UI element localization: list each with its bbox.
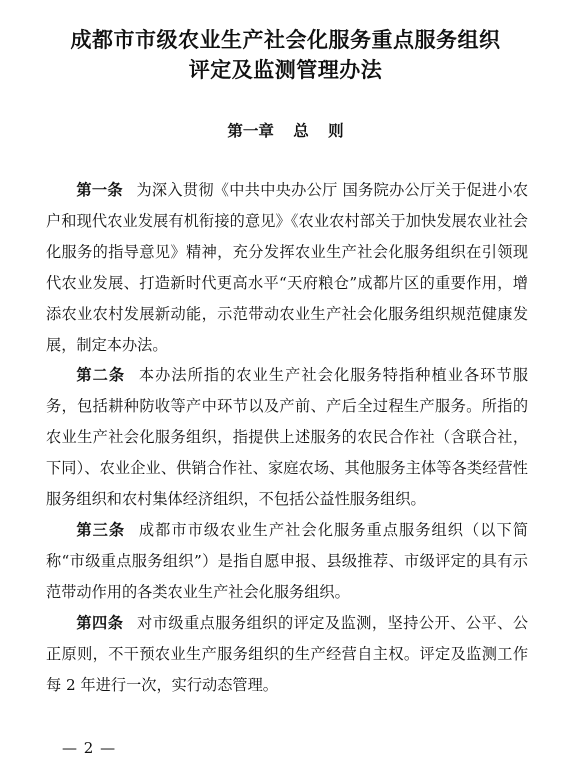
- article-text: 本办法所指的农业生产社会化服务特指种植业各环节服务，包括耕种防收等产中环节以及产前、产后全过程生产服务。所指的农业生产社会化服务组织，指提供上述服务的农民合作社（含联合社，下同）、农业企业、供销合作社、家庭农场、其他服务主体等各类经营性服务组织和农村集体经济组织，不包括公益性服务组织。: [46, 366, 529, 509]
- article-3: [46, 515, 528, 608]
- article-text: 为深入贯彻《中共中央办公厅 国务院办公厅关于促进小农户和现代农业发展有机衔接的意见》《农业农村部关于加快发展农业社会化服务的指导意见》精神，充分发挥农业生产社会化服务组织在引领现代农业发展、打造新时代更高水平“天府粮仓”成都片区的重要作用，增添农业农村发展新动能，示范带动农业生产社会化服务组织规范健康发展，制定本办法。: [46, 181, 529, 354]
- article-4: [46, 608, 528, 701]
- article-2: [46, 360, 528, 515]
- article-label: 第三条: [76, 520, 126, 539]
- article-text: 成都市市级农业生产社会化服务重点服务组织（以下简称“市级重点服务组织”）是指自愿申报、县级推荐、市级评定的具有示范带动作用的各类农业生产社会化服务组织。: [46, 520, 529, 601]
- chapter-heading: 第一章 总 则: [227, 122, 344, 140]
- article-label: 第二条: [76, 366, 126, 385]
- page-number: — 2 —: [62, 739, 117, 757]
- article-1: [46, 175, 528, 360]
- document-body: [46, 175, 528, 700]
- document-title-line-1: 成都市市级农业生产社会化服务重点服务组织: [70, 28, 501, 52]
- article-label: 第一条: [76, 181, 123, 199]
- article-label: 第四条: [76, 613, 124, 632]
- article-text: 对市级重点服务组织的评定及监测，坚持公开、公平、公正原则，不干预农业生产服务组织的生产经营自主权。评定及监测工作每 2 年进行一次，实行动态管理。: [46, 613, 529, 694]
- document-title-line-2: 评定及监测管理办法: [188, 58, 383, 82]
